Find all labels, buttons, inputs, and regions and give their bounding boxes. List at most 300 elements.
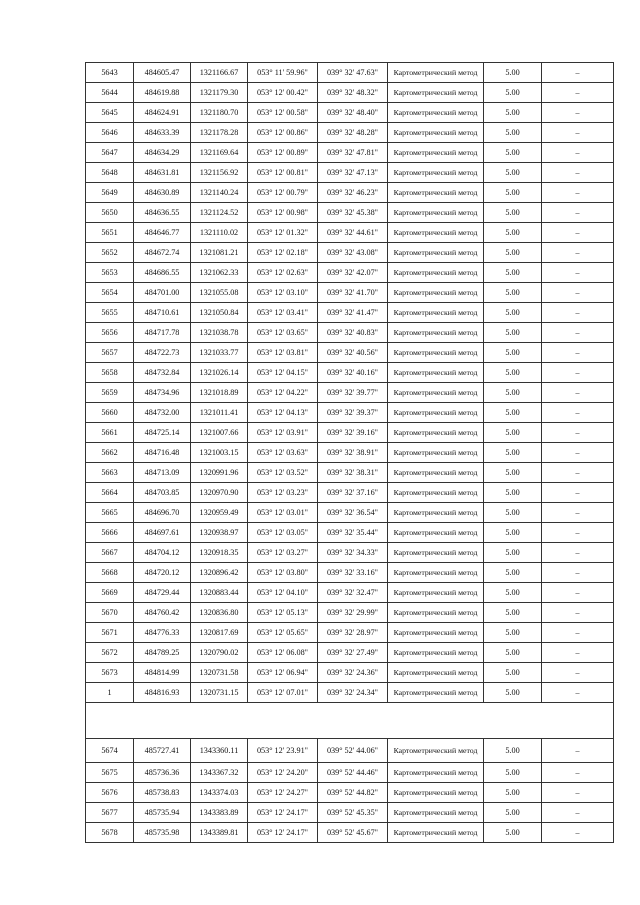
- point-number-cell: 5650: [86, 203, 134, 223]
- y-coordinate-cell: 1321026.14: [191, 363, 248, 383]
- table-row: [86, 83, 614, 103]
- longitude-cell: 039° 32' 34.33": [318, 543, 388, 563]
- table-row: [86, 363, 614, 383]
- y-coordinate-cell: 1321140.24: [191, 183, 248, 203]
- table-row: [86, 823, 614, 843]
- x-coordinate-cell: 484729.44: [134, 583, 191, 603]
- note-cell: –: [542, 763, 614, 783]
- accuracy-cell: 5.00: [484, 83, 542, 103]
- method-cell: Картометрический метод: [388, 183, 484, 203]
- longitude-cell: 039° 32' 40.16": [318, 363, 388, 383]
- accuracy-cell: 5.00: [484, 563, 542, 583]
- x-coordinate-cell: 484789.25: [134, 643, 191, 663]
- coordinates-table: [85, 62, 614, 843]
- longitude-cell: 039° 32' 28.97": [318, 623, 388, 643]
- table-row: [86, 383, 614, 403]
- table-row: [86, 483, 614, 503]
- method-cell: Картометрический метод: [388, 343, 484, 363]
- note-cell: –: [542, 683, 614, 703]
- point-number-cell: 5654: [86, 283, 134, 303]
- table-row: [86, 63, 614, 83]
- accuracy-cell: 5.00: [484, 483, 542, 503]
- accuracy-cell: 5.00: [484, 103, 542, 123]
- longitude-cell: 039° 32' 36.54": [318, 503, 388, 523]
- point-number-cell: 5667: [86, 543, 134, 563]
- method-cell: Картометрический метод: [388, 163, 484, 183]
- y-coordinate-cell: 1321003.15: [191, 443, 248, 463]
- y-coordinate-cell: 1343383.89: [191, 803, 248, 823]
- x-coordinate-cell: 484776.33: [134, 623, 191, 643]
- accuracy-cell: 5.00: [484, 243, 542, 263]
- latitude-cell: 053° 12' 03.80": [248, 563, 318, 583]
- method-cell: Картометрический метод: [388, 683, 484, 703]
- x-coordinate-cell: 484701.00: [134, 283, 191, 303]
- y-coordinate-cell: 1343389.81: [191, 823, 248, 843]
- x-coordinate-cell: 484672.74: [134, 243, 191, 263]
- longitude-cell: 039° 52' 45.67": [318, 823, 388, 843]
- point-number-cell: 5675: [86, 763, 134, 783]
- accuracy-cell: 5.00: [484, 603, 542, 623]
- y-coordinate-cell: 1320731.58: [191, 663, 248, 683]
- accuracy-cell: 5.00: [484, 423, 542, 443]
- latitude-cell: 053° 12' 03.41": [248, 303, 318, 323]
- longitude-cell: 039° 32' 41.70": [318, 283, 388, 303]
- method-cell: Картометрический метод: [388, 303, 484, 323]
- y-coordinate-cell: 1320991.96: [191, 463, 248, 483]
- accuracy-cell: 5.00: [484, 343, 542, 363]
- point-number-cell: 5643: [86, 63, 134, 83]
- note-cell: –: [542, 603, 614, 623]
- table-row: [86, 403, 614, 423]
- x-coordinate-cell: 485736.36: [134, 763, 191, 783]
- latitude-cell: 053° 12' 24.27": [248, 783, 318, 803]
- point-number-cell: 5656: [86, 323, 134, 343]
- note-cell: –: [542, 783, 614, 803]
- x-coordinate-cell: 484703.85: [134, 483, 191, 503]
- accuracy-cell: 5.00: [484, 443, 542, 463]
- note-cell: –: [542, 403, 614, 423]
- latitude-cell: 053° 12' 03.63": [248, 443, 318, 463]
- point-number-cell: 5677: [86, 803, 134, 823]
- latitude-cell: 053° 12' 03.65": [248, 323, 318, 343]
- table-row: [86, 763, 614, 783]
- longitude-cell: 039° 32' 40.56": [318, 343, 388, 363]
- point-number-cell: 5670: [86, 603, 134, 623]
- table-row: [86, 303, 614, 323]
- point-number-cell: 5660: [86, 403, 134, 423]
- y-coordinate-cell: 1321062.33: [191, 263, 248, 283]
- accuracy-cell: 5.00: [484, 323, 542, 343]
- x-coordinate-cell: 484732.00: [134, 403, 191, 423]
- table-row: [86, 103, 614, 123]
- table-row: [86, 623, 614, 643]
- accuracy-cell: 5.00: [484, 303, 542, 323]
- latitude-cell: 053° 12' 03.23": [248, 483, 318, 503]
- longitude-cell: 039° 32' 48.40": [318, 103, 388, 123]
- y-coordinate-cell: 1321050.84: [191, 303, 248, 323]
- table-row: [86, 563, 614, 583]
- accuracy-cell: 5.00: [484, 783, 542, 803]
- longitude-cell: 039° 32' 38.91": [318, 443, 388, 463]
- x-coordinate-cell: 484717.78: [134, 323, 191, 343]
- method-cell: Картометрический метод: [388, 323, 484, 343]
- longitude-cell: 039° 32' 45.38": [318, 203, 388, 223]
- y-coordinate-cell: 1320836.80: [191, 603, 248, 623]
- latitude-cell: 053° 12' 00.98": [248, 203, 318, 223]
- method-cell: Картометрический метод: [388, 603, 484, 623]
- longitude-cell: 039° 32' 35.44": [318, 523, 388, 543]
- y-coordinate-cell: 1320970.90: [191, 483, 248, 503]
- note-cell: –: [542, 243, 614, 263]
- note-cell: –: [542, 823, 614, 843]
- method-cell: Картометрический метод: [388, 383, 484, 403]
- point-number-cell: 5672: [86, 643, 134, 663]
- note-cell: –: [542, 83, 614, 103]
- accuracy-cell: 5.00: [484, 363, 542, 383]
- y-coordinate-cell: 1321179.30: [191, 83, 248, 103]
- point-number-cell: 5671: [86, 623, 134, 643]
- x-coordinate-cell: 485727.41: [134, 739, 191, 763]
- latitude-cell: 053° 12' 07.01": [248, 683, 318, 703]
- note-cell: –: [542, 223, 614, 243]
- note-cell: –: [542, 663, 614, 683]
- note-cell: –: [542, 203, 614, 223]
- latitude-cell: 053° 12' 23.91": [248, 739, 318, 763]
- latitude-cell: 053° 12' 05.65": [248, 623, 318, 643]
- latitude-cell: 053° 12' 03.10": [248, 283, 318, 303]
- latitude-cell: 053° 12' 00.42": [248, 83, 318, 103]
- x-coordinate-cell: 484725.14: [134, 423, 191, 443]
- note-cell: –: [542, 443, 614, 463]
- table-row: [86, 803, 614, 823]
- separator-cell: [86, 703, 614, 739]
- point-number-cell: 5668: [86, 563, 134, 583]
- table-row: [86, 503, 614, 523]
- latitude-cell: 053° 12' 00.89": [248, 143, 318, 163]
- latitude-cell: 053° 12' 04.13": [248, 403, 318, 423]
- longitude-cell: 039° 32' 38.31": [318, 463, 388, 483]
- y-coordinate-cell: 1321055.08: [191, 283, 248, 303]
- y-coordinate-cell: 1320896.42: [191, 563, 248, 583]
- longitude-cell: 039° 32' 40.83": [318, 323, 388, 343]
- x-coordinate-cell: 484734.96: [134, 383, 191, 403]
- latitude-cell: 053° 12' 24.17": [248, 803, 318, 823]
- method-cell: Картометрический метод: [388, 123, 484, 143]
- table-row: [86, 143, 614, 163]
- longitude-cell: 039° 32' 24.36": [318, 663, 388, 683]
- point-number-cell: 5657: [86, 343, 134, 363]
- y-coordinate-cell: 1321081.21: [191, 243, 248, 263]
- y-coordinate-cell: 1343374.03: [191, 783, 248, 803]
- point-number-cell: 5652: [86, 243, 134, 263]
- table-row: [86, 443, 614, 463]
- accuracy-cell: 5.00: [484, 823, 542, 843]
- x-coordinate-cell: 484630.89: [134, 183, 191, 203]
- latitude-cell: 053° 12' 01.32": [248, 223, 318, 243]
- x-coordinate-cell: 484816.93: [134, 683, 191, 703]
- y-coordinate-cell: 1320731.15: [191, 683, 248, 703]
- accuracy-cell: 5.00: [484, 643, 542, 663]
- point-number-cell: 5644: [86, 83, 134, 103]
- point-number-cell: 5669: [86, 583, 134, 603]
- method-cell: Картометрический метод: [388, 243, 484, 263]
- y-coordinate-cell: 1320959.49: [191, 503, 248, 523]
- y-coordinate-cell: 1321110.02: [191, 223, 248, 243]
- longitude-cell: 039° 32' 43.08": [318, 243, 388, 263]
- table-row: [86, 523, 614, 543]
- y-coordinate-cell: 1320938.97: [191, 523, 248, 543]
- method-cell: Картометрический метод: [388, 623, 484, 643]
- table-row: [86, 323, 614, 343]
- y-coordinate-cell: 1321178.28: [191, 123, 248, 143]
- method-cell: Картометрический метод: [388, 283, 484, 303]
- method-cell: Картометрический метод: [388, 763, 484, 783]
- accuracy-cell: 5.00: [484, 803, 542, 823]
- point-number-cell: 5676: [86, 783, 134, 803]
- method-cell: Картометрический метод: [388, 823, 484, 843]
- note-cell: –: [542, 163, 614, 183]
- point-number-cell: 5648: [86, 163, 134, 183]
- accuracy-cell: 5.00: [484, 739, 542, 763]
- x-coordinate-cell: 484636.55: [134, 203, 191, 223]
- latitude-cell: 053° 12' 05.13": [248, 603, 318, 623]
- latitude-cell: 053° 12' 04.10": [248, 583, 318, 603]
- method-cell: Картометрический метод: [388, 583, 484, 603]
- accuracy-cell: 5.00: [484, 223, 542, 243]
- latitude-cell: 053° 12' 00.79": [248, 183, 318, 203]
- accuracy-cell: 5.00: [484, 183, 542, 203]
- longitude-cell: 039° 32' 47.13": [318, 163, 388, 183]
- latitude-cell: 053° 12' 00.58": [248, 103, 318, 123]
- y-coordinate-cell: 1321038.78: [191, 323, 248, 343]
- table-row: [86, 583, 614, 603]
- x-coordinate-cell: 484704.12: [134, 543, 191, 563]
- method-cell: Картометрический метод: [388, 803, 484, 823]
- latitude-cell: 053° 12' 06.94": [248, 663, 318, 683]
- x-coordinate-cell: 485735.94: [134, 803, 191, 823]
- table-row: [86, 783, 614, 803]
- latitude-cell: 053° 12' 03.01": [248, 503, 318, 523]
- x-coordinate-cell: 484634.29: [134, 143, 191, 163]
- accuracy-cell: 5.00: [484, 503, 542, 523]
- table-row: [86, 223, 614, 243]
- accuracy-cell: 5.00: [484, 123, 542, 143]
- point-number-cell: 5674: [86, 739, 134, 763]
- accuracy-cell: 5.00: [484, 623, 542, 643]
- x-coordinate-cell: 484760.42: [134, 603, 191, 623]
- longitude-cell: 039° 32' 42.07": [318, 263, 388, 283]
- method-cell: Картометрический метод: [388, 443, 484, 463]
- table-row: [86, 263, 614, 283]
- note-cell: –: [542, 803, 614, 823]
- table-row: [86, 183, 614, 203]
- table-row: [86, 163, 614, 183]
- point-number-cell: 5662: [86, 443, 134, 463]
- accuracy-cell: 5.00: [484, 403, 542, 423]
- point-number-cell: 5658: [86, 363, 134, 383]
- longitude-cell: 039° 52' 44.06": [318, 739, 388, 763]
- method-cell: Картометрический метод: [388, 643, 484, 663]
- longitude-cell: 039° 32' 37.16": [318, 483, 388, 503]
- longitude-cell: 039° 32' 39.77": [318, 383, 388, 403]
- method-cell: Картометрический метод: [388, 503, 484, 523]
- latitude-cell: 053° 12' 04.22": [248, 383, 318, 403]
- note-cell: –: [542, 503, 614, 523]
- latitude-cell: 053° 12' 03.81": [248, 343, 318, 363]
- table-row: [86, 203, 614, 223]
- point-number-cell: 5665: [86, 503, 134, 523]
- point-number-cell: 5673: [86, 663, 134, 683]
- x-coordinate-cell: 484697.61: [134, 523, 191, 543]
- longitude-cell: 039° 32' 44.61": [318, 223, 388, 243]
- latitude-cell: 053° 12' 00.81": [248, 163, 318, 183]
- point-number-cell: 1: [86, 683, 134, 703]
- longitude-cell: 039° 32' 48.32": [318, 83, 388, 103]
- longitude-cell: 039° 32' 32.47": [318, 583, 388, 603]
- longitude-cell: 039° 32' 27.49": [318, 643, 388, 663]
- longitude-cell: 039° 32' 47.63": [318, 63, 388, 83]
- y-coordinate-cell: 1343360.11: [191, 739, 248, 763]
- point-number-cell: 5653: [86, 263, 134, 283]
- note-cell: –: [542, 263, 614, 283]
- note-cell: –: [542, 563, 614, 583]
- latitude-cell: 053° 12' 24.17": [248, 823, 318, 843]
- point-number-cell: 5645: [86, 103, 134, 123]
- x-coordinate-cell: 484732.84: [134, 363, 191, 383]
- x-coordinate-cell: 484713.09: [134, 463, 191, 483]
- x-coordinate-cell: 484605.47: [134, 63, 191, 83]
- table-row: [86, 663, 614, 683]
- x-coordinate-cell: 484720.12: [134, 563, 191, 583]
- method-cell: Картометрический метод: [388, 203, 484, 223]
- table-row: [86, 543, 614, 563]
- longitude-cell: 039° 52' 44.82": [318, 783, 388, 803]
- point-number-cell: 5661: [86, 423, 134, 443]
- accuracy-cell: 5.00: [484, 663, 542, 683]
- longitude-cell: 039° 32' 41.47": [318, 303, 388, 323]
- longitude-cell: 039° 32' 33.16": [318, 563, 388, 583]
- accuracy-cell: 5.00: [484, 63, 542, 83]
- note-cell: –: [542, 463, 614, 483]
- method-cell: Картометрический метод: [388, 143, 484, 163]
- note-cell: –: [542, 303, 614, 323]
- latitude-cell: 053° 12' 02.63": [248, 263, 318, 283]
- note-cell: –: [542, 739, 614, 763]
- point-number-cell: 5666: [86, 523, 134, 543]
- x-coordinate-cell: 484722.73: [134, 343, 191, 363]
- note-cell: –: [542, 283, 614, 303]
- accuracy-cell: 5.00: [484, 683, 542, 703]
- method-cell: Картометрический метод: [388, 483, 484, 503]
- accuracy-cell: 5.00: [484, 583, 542, 603]
- method-cell: Картометрический метод: [388, 263, 484, 283]
- note-cell: –: [542, 383, 614, 403]
- method-cell: Картометрический метод: [388, 739, 484, 763]
- y-coordinate-cell: 1321124.52: [191, 203, 248, 223]
- x-coordinate-cell: 485735.98: [134, 823, 191, 843]
- x-coordinate-cell: 484646.77: [134, 223, 191, 243]
- longitude-cell: 039° 52' 44.46": [318, 763, 388, 783]
- accuracy-cell: 5.00: [484, 283, 542, 303]
- y-coordinate-cell: 1321166.67: [191, 63, 248, 83]
- method-cell: Картометрический метод: [388, 783, 484, 803]
- method-cell: Картометрический метод: [388, 63, 484, 83]
- y-coordinate-cell: 1320790.02: [191, 643, 248, 663]
- table-body: [86, 63, 614, 843]
- table-row: [86, 643, 614, 663]
- point-number-cell: 5664: [86, 483, 134, 503]
- y-coordinate-cell: 1321033.77: [191, 343, 248, 363]
- x-coordinate-cell: 484696.70: [134, 503, 191, 523]
- latitude-cell: 053° 12' 03.91": [248, 423, 318, 443]
- longitude-cell: 039° 32' 48.28": [318, 123, 388, 143]
- note-cell: –: [542, 523, 614, 543]
- note-cell: –: [542, 583, 614, 603]
- note-cell: –: [542, 623, 614, 643]
- longitude-cell: 039° 32' 24.34": [318, 683, 388, 703]
- accuracy-cell: 5.00: [484, 263, 542, 283]
- method-cell: Картометрический метод: [388, 663, 484, 683]
- note-cell: –: [542, 343, 614, 363]
- table-row: [86, 739, 614, 763]
- table-row: [86, 603, 614, 623]
- longitude-cell: 039° 32' 39.16": [318, 423, 388, 443]
- latitude-cell: 053° 12' 03.27": [248, 543, 318, 563]
- latitude-cell: 053° 12' 03.05": [248, 523, 318, 543]
- y-coordinate-cell: 1321156.92: [191, 163, 248, 183]
- x-coordinate-cell: 484631.81: [134, 163, 191, 183]
- accuracy-cell: 5.00: [484, 203, 542, 223]
- x-coordinate-cell: 484710.61: [134, 303, 191, 323]
- point-number-cell: 5647: [86, 143, 134, 163]
- method-cell: Картометрический метод: [388, 103, 484, 123]
- note-cell: –: [542, 143, 614, 163]
- latitude-cell: 053° 12' 04.15": [248, 363, 318, 383]
- y-coordinate-cell: 1321011.41: [191, 403, 248, 423]
- y-coordinate-cell: 1321169.64: [191, 143, 248, 163]
- accuracy-cell: 5.00: [484, 143, 542, 163]
- point-number-cell: 5646: [86, 123, 134, 143]
- y-coordinate-cell: 1321180.70: [191, 103, 248, 123]
- table-row: [86, 343, 614, 363]
- note-cell: –: [542, 323, 614, 343]
- table-row: [86, 283, 614, 303]
- latitude-cell: 053° 12' 03.52": [248, 463, 318, 483]
- table-row: [86, 423, 614, 443]
- method-cell: Картометрический метод: [388, 423, 484, 443]
- note-cell: –: [542, 423, 614, 443]
- note-cell: –: [542, 543, 614, 563]
- longitude-cell: 039° 32' 39.37": [318, 403, 388, 423]
- y-coordinate-cell: 1321007.66: [191, 423, 248, 443]
- table-row: [86, 683, 614, 703]
- latitude-cell: 053° 11' 59.96": [248, 63, 318, 83]
- table-row: [86, 463, 614, 483]
- x-coordinate-cell: 484619.88: [134, 83, 191, 103]
- y-coordinate-cell: 1320883.44: [191, 583, 248, 603]
- point-number-cell: 5655: [86, 303, 134, 323]
- table-separator-row: [86, 703, 614, 739]
- latitude-cell: 053° 12' 00.86": [248, 123, 318, 143]
- point-number-cell: 5659: [86, 383, 134, 403]
- point-number-cell: 5649: [86, 183, 134, 203]
- x-coordinate-cell: 485738.83: [134, 783, 191, 803]
- note-cell: –: [542, 363, 614, 383]
- y-coordinate-cell: 1320817.69: [191, 623, 248, 643]
- note-cell: –: [542, 123, 614, 143]
- longitude-cell: 039° 32' 46.23": [318, 183, 388, 203]
- longitude-cell: 039° 32' 29.99": [318, 603, 388, 623]
